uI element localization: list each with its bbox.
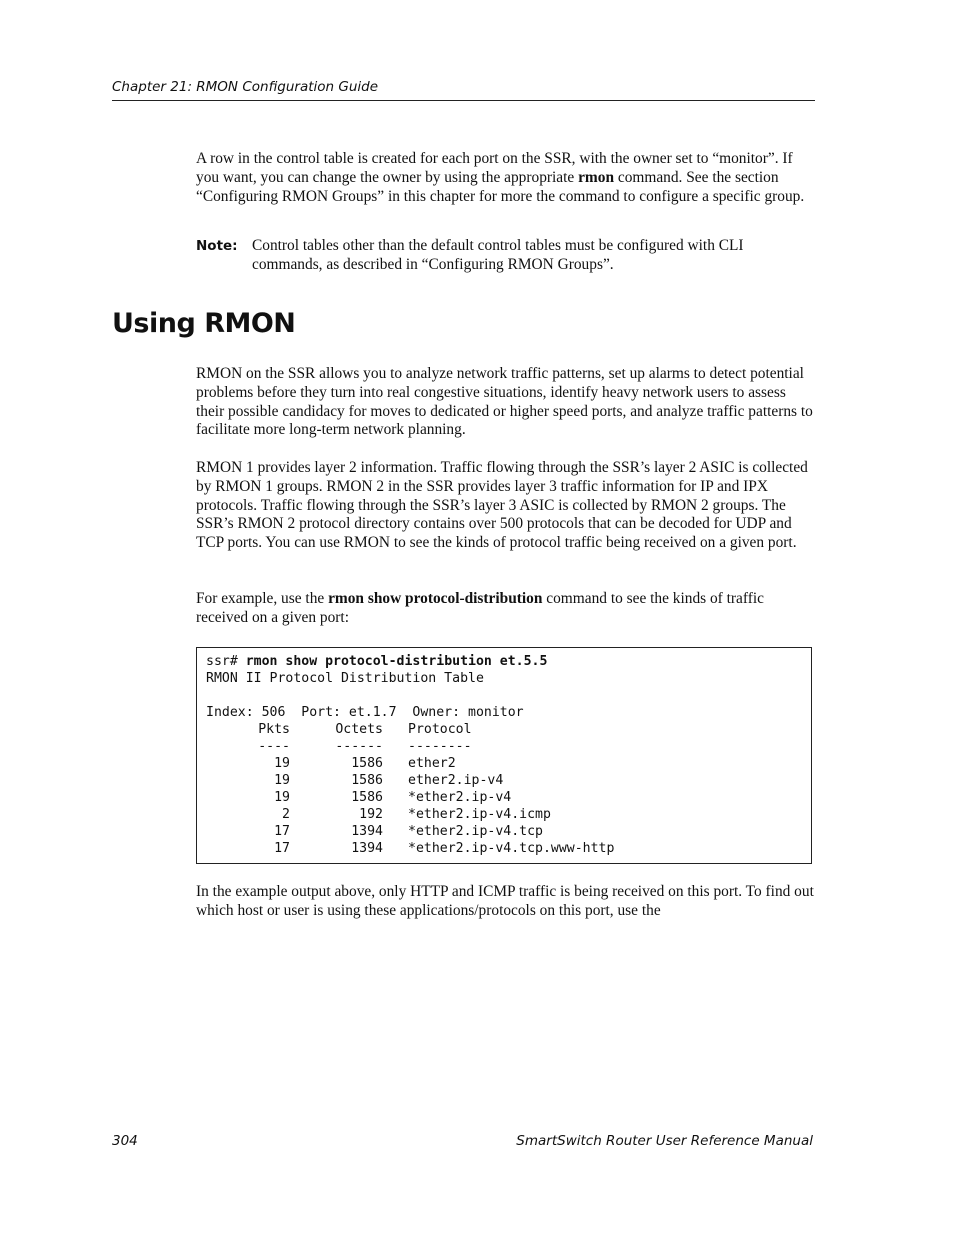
code-prompt: ssr# (206, 654, 246, 669)
sep-octets: ------ (335, 739, 383, 754)
row-octets: 192 (359, 807, 383, 822)
intro-paragraph (196, 150, 816, 206)
col-header-protocol: Protocol (408, 722, 472, 737)
row-pkts: 2 (282, 807, 290, 822)
row-protocol: *ether2.ip-v4.tcp (408, 824, 543, 839)
row-octets: 1586 (351, 790, 383, 805)
intro-text-b: command. See the section “Configuring RMON Groups” in this chapter for more the command to configure a specific group. (196, 168, 805, 205)
section-paragraph-4 (196, 883, 816, 921)
row-octets: 1586 (351, 773, 383, 788)
section-heading: Using RMON (112, 308, 296, 339)
row-protocol: *ether2.ip-v4 (408, 790, 512, 805)
code-index-line: Index: 506 Port: et.1.7 Owner: monitor (206, 705, 524, 720)
row-pkts: 19 (274, 756, 290, 771)
section-paragraph-1 (196, 365, 816, 440)
row-pkts: 19 (274, 790, 290, 805)
chapter-title: Chapter 21: RMON Configuration Guide (112, 79, 379, 95)
row-protocol: *ether2.ip-v4.icmp (408, 807, 551, 822)
p3-command: rmon show protocol-distribution (328, 590, 543, 607)
intro-command-rmon: rmon (578, 168, 615, 186)
paragraph-text: RMON on the SSR allows you to analyze network traffic patterns, set up alarms to detect potential problems before they turn into real congestive situations, identify heavy network users to assess their possible candidacy for moves to dedicated or higher speed ports, and analyze traffic patterns to facilitate more long-term network planning. (196, 365, 813, 439)
note-text: Control tables other than the default control tables must be configured with CLI commands, as described in “Configuring RMON Groups”. (252, 237, 744, 273)
col-header-pkts: Pkts (258, 722, 290, 737)
manual-title: SmartSwitch Router User Reference Manual (516, 1133, 813, 1149)
row-octets: 1394 (351, 841, 383, 856)
sep-protocol: -------- (408, 739, 472, 754)
page-number: 304 (112, 1133, 138, 1149)
row-pkts: 17 (274, 841, 290, 856)
sep-pkts: ---- (258, 739, 290, 754)
row-protocol: ether2 (408, 756, 456, 771)
paragraph-text: RMON 1 provides layer 2 information. Traffic flowing through the SSR’s layer 2 ASIC is collected by RMON 1 groups. RMON 2 in the SSR provides layer 3 traffic information for IP and IPX protocols. Traffic flowing through the SSR’s layer 3 ASIC is collected by RMON 2 groups. The SSR’s RMON 2 protocol directory contains over 500 protocols that can be decoded for UDP and TCP ports. You can use RMON to see the kinds of protocol traffic being received on a given port. (196, 459, 808, 552)
row-octets: 1586 (351, 756, 383, 771)
row-pkts: 17 (274, 824, 290, 839)
section-paragraph-2 (196, 459, 816, 553)
p3-text-b: command to see the kinds of traffic received on a given port: (196, 590, 764, 626)
code-command-line (206, 653, 547, 670)
row-octets: 1394 (351, 824, 383, 839)
code-table-title: RMON II Protocol Distribution Table (206, 671, 484, 686)
col-header-octets: Octets (335, 722, 383, 737)
note-label: Note: (196, 238, 238, 254)
row-protocol: *ether2.ip-v4.tcp.www-http (408, 841, 615, 856)
intro-text-a: A row in the control table is created for each port on the SSR, with the owner set to “monitor”. If you want, you can change the owner by using the appropriate (196, 150, 793, 186)
paragraph-text: In the example output above, only HTTP and ICMP traffic is being received on this port. To find out which host or user is using these applications/protocols on this port, use the (196, 883, 814, 919)
code-example (196, 647, 812, 864)
section-paragraph-3 (196, 590, 816, 628)
p3-text-a: For example, use the (196, 590, 329, 607)
code-command: rmon show protocol-distribution et.5.5 (245, 654, 548, 669)
running-header (112, 79, 815, 101)
row-protocol: ether2.ip-v4 (408, 773, 504, 788)
row-pkts: 19 (274, 773, 290, 788)
